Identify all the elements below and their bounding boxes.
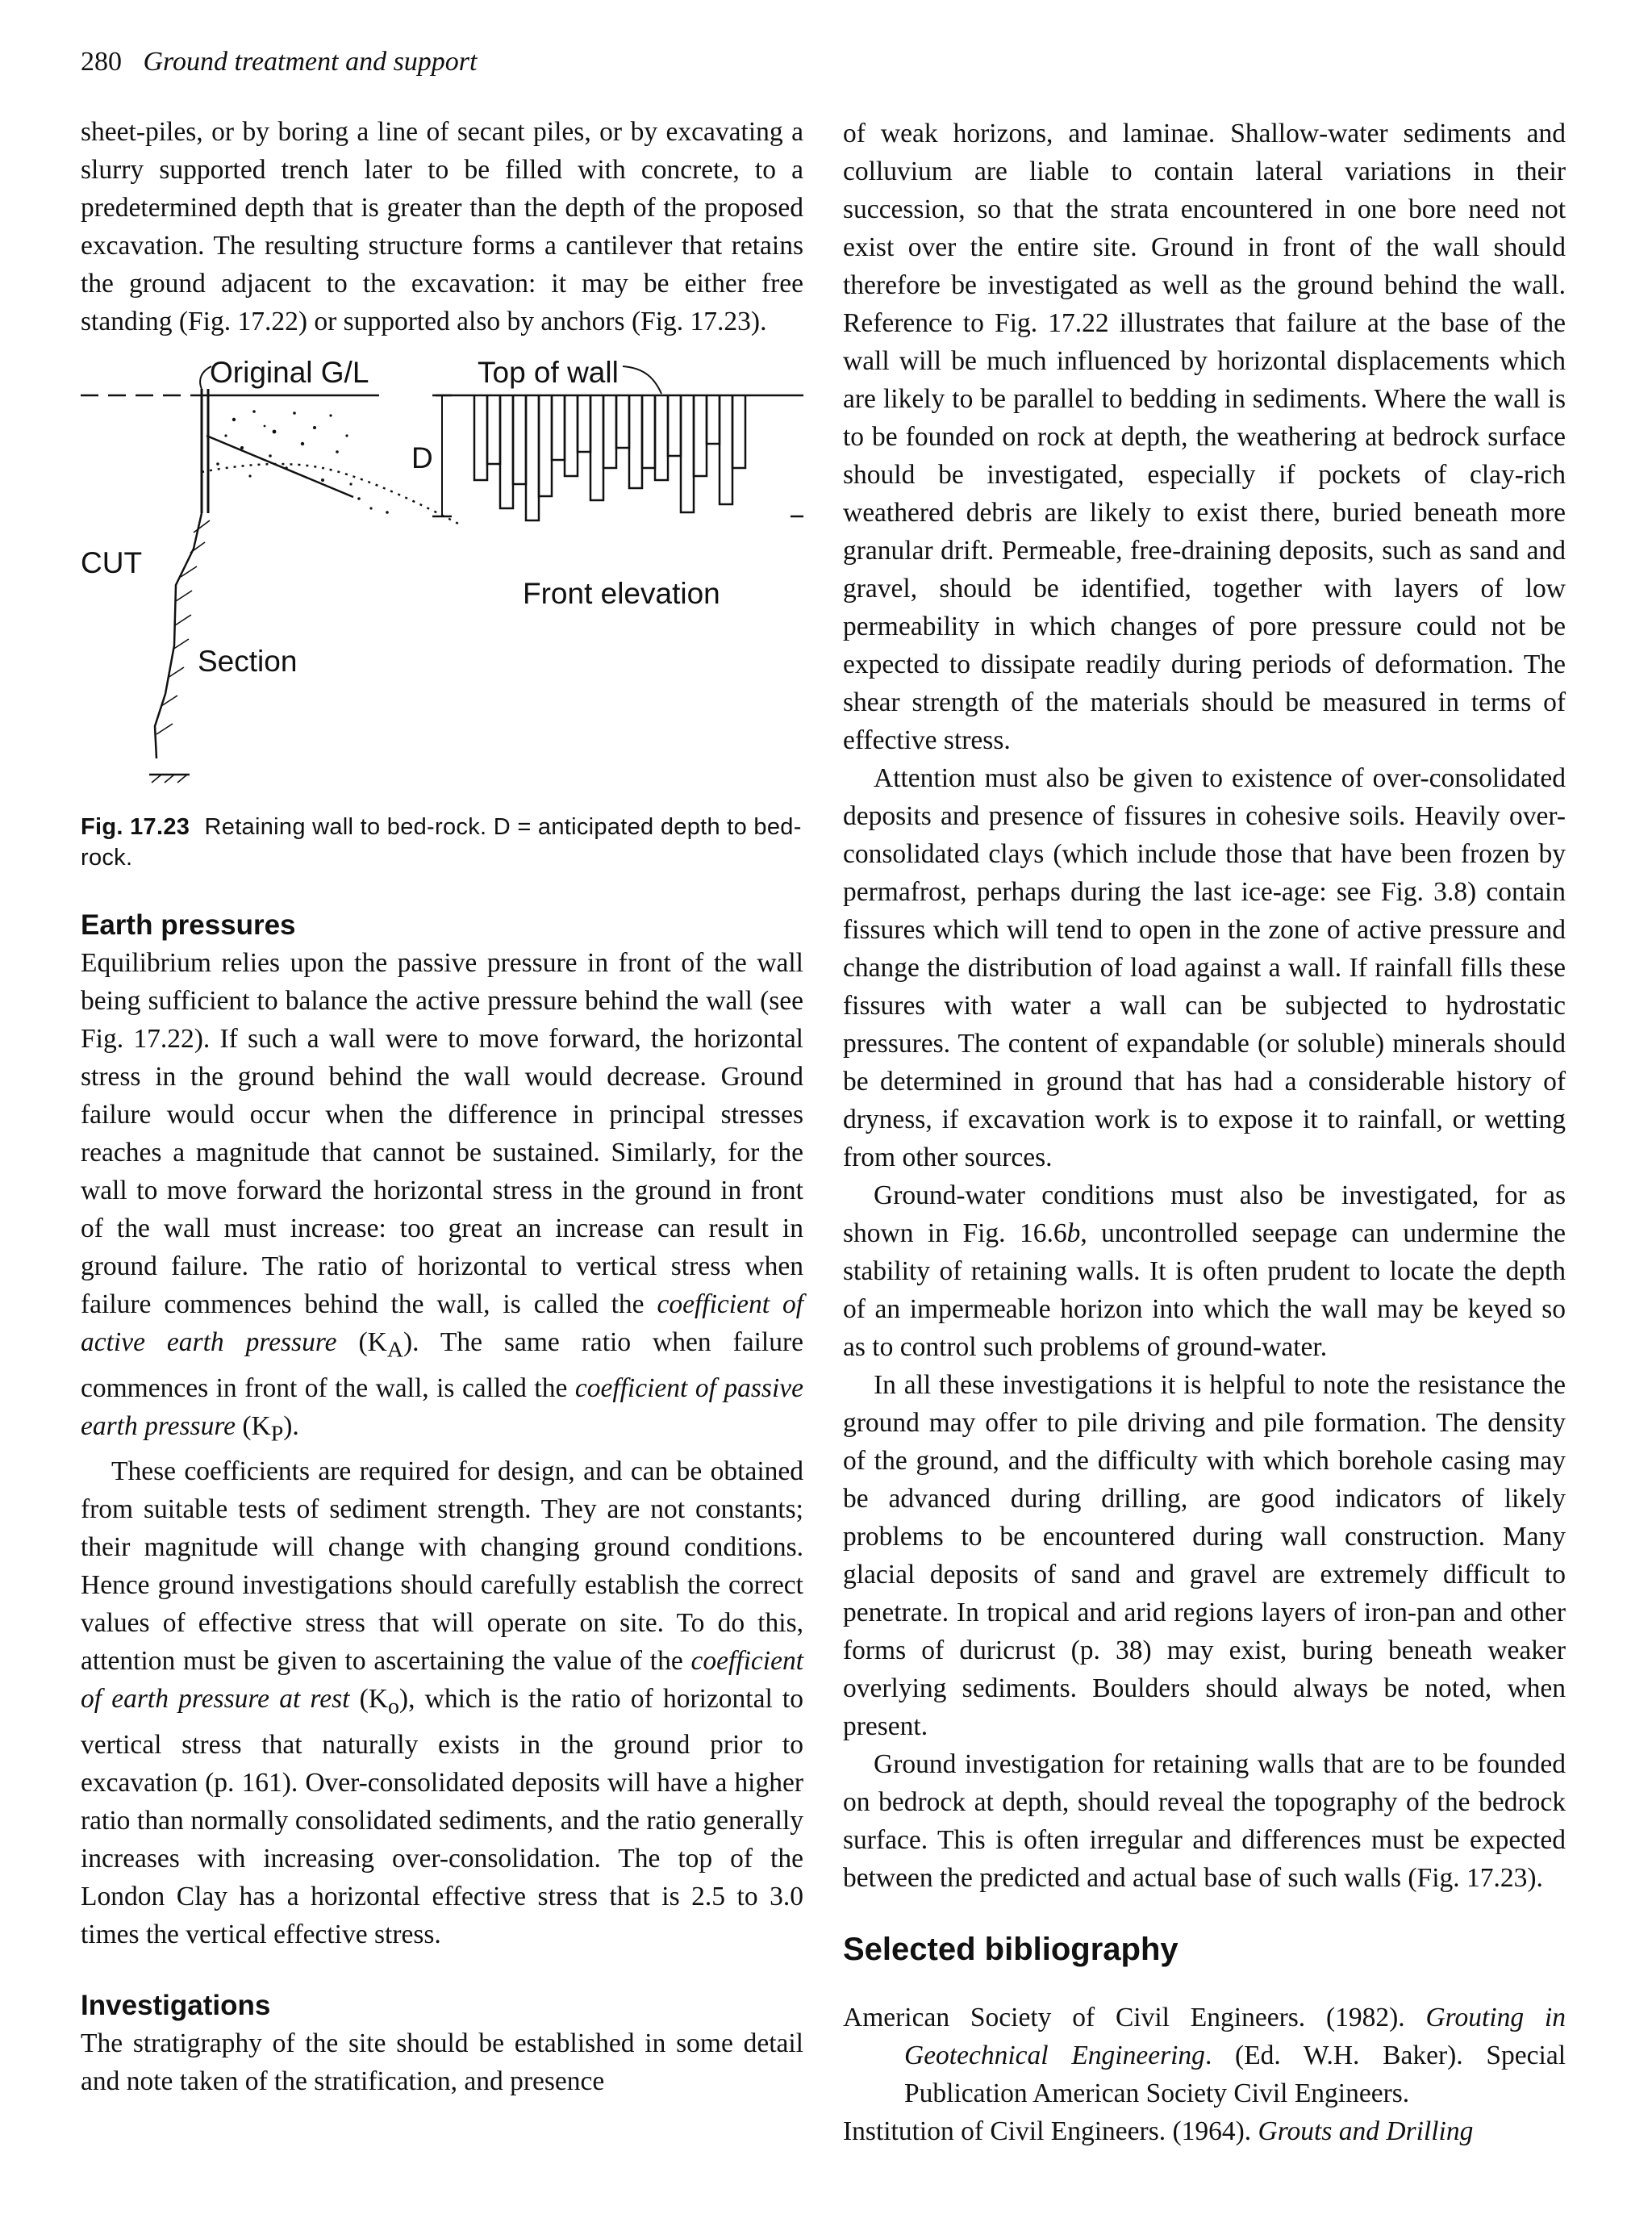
left-column [81, 113, 803, 2100]
heading-earth-pressures: Earth pressures [81, 909, 296, 941]
right-column [843, 115, 1566, 2150]
heading-selected-bibliography: Selected bibliography [843, 1932, 1179, 1967]
anchor-tendon [206, 436, 353, 497]
page-header [81, 47, 477, 77]
label-section: Section [198, 645, 298, 678]
paragraph: Equilibrium relies upon the passive pressure in front of the wall being sufficient to balance the active pressure behind the wall (see Fig. 17.22). If such a wall were to move forward, the horizontal stress in the ground behind the wall would decrease. Ground failure would occur when the difference in principal stresses reaches a magnitude that cannot be sustained. Similarly, for the wall to move forward the horizontal stress in the ground in front of the wall must increase: too great an increase can result in ground failure. The ratio of horizontal to vertical stress when failure commences behind the wall, is called the coefficient of active earth pressure $(K_A)$. The same ratio when failure commences in front of the wall, is called the coefficient of passive earth pressure $(K_P)$. [81, 948, 803, 1447]
paragraph: sheet-piles, or by boring a line of secant piles, or by excavating a slurry supported trench later to be filled with concrete, to a predetermined depth that is greater than the depth of the proposed excavation. The resulting structure forms a cantilever that retains the ground adjacent to the excavation: it may be either free standing (Fig. 17.22) or supported also by anchors (Fig. 17.23). [81, 117, 803, 336]
paragraph: of weak horizons, and laminae. Shallow-water sediments and colluvium are liable to contain lateral variations in their succession, so that the strata encountered in one bore need not exist over the entire site. Ground in front of the wall should therefore be investigated as well as the ground behind the wall. Reference to Fig. 17.22 illustrates that failure at the base of the wall will be much influenced by horizontal displacements which are likely to be parallel to bedding in sediments. Where the wall is to be founded on rock at depth, the weathering at bedrock surface should be investigated, especially if pockets of clay-rich weathered debris are likely to exist there, buried beneath more granular drift. Permeable, free-draining deposits, such as sand and gravel, should be identified, together with layers of low permeability in which changes of pore pressure could not be expected to dissipate readily during periods of deformation. The shear strength of the materials should be measured in terms of effective stress. [843, 119, 1566, 755]
bibliography-entry: Institution of Civil Engineers. (1964). Grouts and Drilling [843, 2116, 1474, 2146]
heading-investigations: Investigations [81, 1990, 271, 2022]
pile-row [474, 395, 745, 520]
paragraph: These coefficients are required for design, and can be obtained from suitable tests of sediment strength. They are not constants; their magnitude will change with changing ground conditions. Hence ground investigations should carefully establish the correct values of effective stress that will operate on site. To do this, attention must be given to ascertaining the value of the coefficient of earth pressure at rest $(K_o)$, which is the ratio of horizontal to vertical stress that naturally exists in the ground prior to excavation (p. 161). Over-consolidated deposits will have a higher ratio than normally consolidated sediments, and the ratio generally increases with increasing over-consolidation. The top of the London Clay has a horizontal effective stress that is 2.5 to 3.0 times the vertical effective stress. [81, 1456, 803, 1950]
label-cut: CUT [81, 546, 143, 579]
bibliography-entry: American Society of Civil Engineers. (1982). Grouting in Geotechnical Engineering. (Ed. W.H. Baker). Special Publication American Society Civil Engineers. [843, 2003, 1566, 2108]
label-top-of-wall: Top of wall [478, 356, 619, 389]
wall-pointer [623, 366, 661, 394]
label-d: D [411, 441, 433, 474]
paragraph: Ground investigation for retaining walls that are to be founded on bedrock at depth, should reveal the topography of the bedrock surface. This is often irregular and differences must be expected between the predicted and actual base of such walls (Fig. 17.23). [843, 1749, 1566, 1893]
figure-17-23 [81, 355, 803, 807]
paragraph: In all these investigations it is helpful to note the resistance the ground may offer to pile driving and pile formation. The density of the ground, and the difficulty with which borehole casing may be advanced during drilling, are good indicators of likely problems to be encountered during wall construction. Many glacial deposits of sand and gravel are extremely difficult to penetrate. In tropical and arid regions layers of iron-pan and other forms of duricrust (p. 38) may exist, buring beneath weaker overlying sediments. Boulders should always be noted, when present. [843, 1370, 1566, 1741]
retaining-wall-diagram [81, 355, 803, 807]
soil-stipple [216, 410, 389, 514]
label-original-gl: Original G/L [210, 356, 369, 389]
paragraph: Attention must also be given to existence of over-consolidated deposits and presence of fissures in cohesive soils. Heavily over-consolidated clays (which include those that have been frozen by permafrost, perhaps during the last ice-age: see Fig. 3.8) contain fissures which will tend to open in the zone of active pressure and change the distribution of load against a wall. If rainfall fills these fissures with water a wall can be subjected to hydrostatic pressures. The content of expandable (or soluble) minerals should be determined in ground that has had a considerable history of dryness, if excavation work is to expose it to rainfall, or wetting from other sources. [843, 763, 1566, 1172]
paragraph: Ground-water conditions must also be investigated, for as shown in Fig. 16.6b, uncontrolled seepage can undermine the stability of retaining walls. It is often prudent to locate the depth of an impermeable horizon into which the wall may be keyed so as to control such problems of ground-water. [843, 1180, 1566, 1362]
figure-number: Fig. 17.23 [81, 814, 190, 840]
figure-caption [81, 812, 803, 873]
paragraph: The stratigraphy of the site should be established in some detail and note taken of the stratification, and presence [81, 2028, 803, 2097]
front-elevation-drawing [432, 366, 803, 520]
figure-caption-text: Retaining wall to bed-rock. D = anticipated depth to bed-rock. [81, 814, 802, 871]
label-front-elevation: Front elevation [523, 577, 720, 610]
section-drawing [81, 389, 460, 783]
page-number: 280 [81, 47, 122, 77]
running-title: Ground treatment and support [143, 47, 478, 77]
